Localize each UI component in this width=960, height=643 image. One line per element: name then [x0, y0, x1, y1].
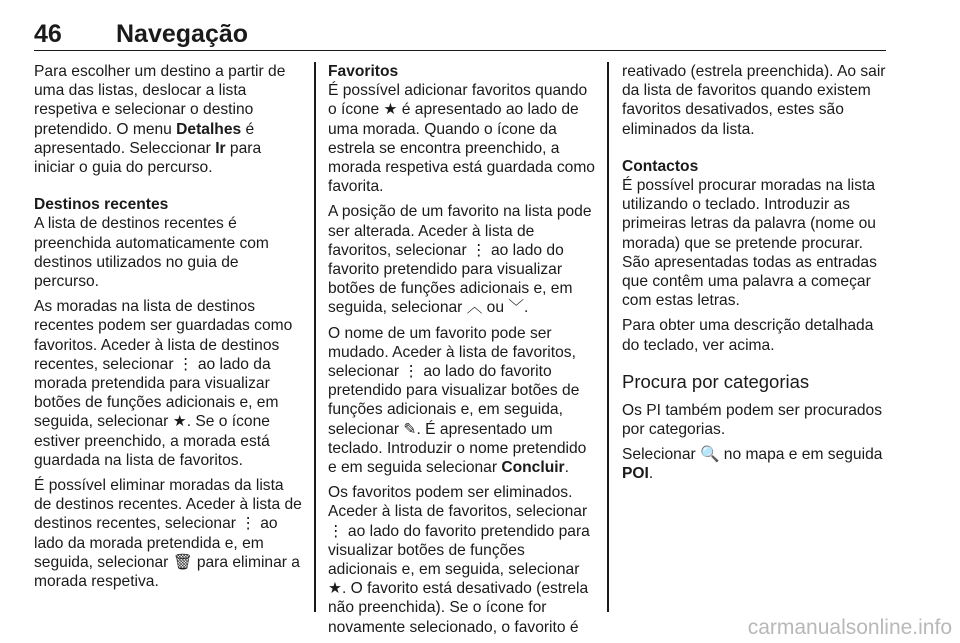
trash-icon: 🗑 — [172, 553, 193, 571]
column-2 — [328, 62, 598, 643]
watermark: carmanualsonline.info — [747, 616, 952, 639]
recent-destinations-heading: Destinos recentes — [34, 196, 169, 214]
details-menu-label: Detalhes — [176, 120, 242, 138]
more-options-icon: ⋮ — [177, 355, 194, 373]
search-icon: 🔍 — [700, 446, 720, 464]
paragraph: É possível adicionar favoritos quando o ícone ★ é apresentado ao lado de uma morada. Quando o ícone da estrela se encontra preenchido, a morada respetiva está guardada como favorita. — [328, 82, 595, 196]
contacts-heading: Contactos — [622, 157, 699, 175]
column-1 — [34, 62, 304, 597]
column-divider — [314, 62, 316, 612]
column-3 — [622, 62, 888, 490]
category-search-heading: Procura por categorias — [622, 370, 810, 392]
more-options-icon: ⋮ — [240, 515, 256, 533]
paragraph: A posição de um favorito na lista pode ser alterada. Aceder à lista de favoritos, selecionar ⋮ ao lado do favorito pretendido para visualizar botões de funções adicionais e, em seguida, selecionar ︿ ou ﹀. — [328, 203, 592, 317]
paragraph: Selecionar 🔍 no mapa e em seguida POI. — [622, 446, 883, 483]
star-icon: ★ — [172, 413, 187, 431]
chevron-down-icon: ﹀ — [508, 299, 524, 317]
paragraph: reativado (estrela preenchida). Ao sair da lista de favoritos quando existem favoritos desativados, estes são eliminados da lista. — [622, 63, 886, 138]
favorites-heading: Favoritos — [328, 63, 399, 80]
paragraph: Os PI também podem ser procurados por categorias. — [622, 401, 883, 439]
intro-paragraph: Para escolher um destino a partir de uma das listas, deslocar a lista respetiva e selecionar o destino pretendido. O menu Detalhes é apresentado. Seleccionar Ir para iniciar o guia do percurso. — [34, 63, 286, 177]
paragraph: É possível eliminar moradas da lista de destinos recentes. Aceder à lista de destinos recentes, selecionar ⋮ ao lado da morada pretendida e, em seguida, selecionar 🗑 para eliminar a morada respetiva. — [34, 477, 302, 591]
page-header — [34, 16, 886, 51]
star-icon: ★ — [383, 101, 398, 119]
paragraph: O nome de um favorito pode ser mudado. Aceder à lista de favoritos, selecionar ⋮ ao lado do favorito pretendido para visualizar botões de funções adicionais e, em seguida, selecionar ✎. É apresentado um teclado. Introduzir o nome pretendido e em seguida selecionar Concluir. — [328, 324, 587, 477]
star-icon: ★ — [328, 580, 342, 598]
column-divider — [607, 62, 609, 612]
more-options-icon: ⋮ — [403, 363, 420, 381]
paragraph: Os favoritos podem ser eliminados. Aceder à lista de favoritos, selecionar ⋮ ao lado do favorito pretendido para visualizar botões de funções adicionais e, em seguida, selecionar ★. O favorito está desativado (estrela não preenchida). Se o ícone for novamente selecionado, o favorito é — [328, 484, 590, 636]
poi-label: POI — [622, 465, 649, 483]
paragraph: Para obter uma descrição detalhada do teclado, ver acima. — [622, 317, 874, 354]
more-options-icon: ⋮ — [471, 241, 487, 259]
go-label: Ir — [215, 139, 226, 157]
pencil-icon: ✎ — [403, 420, 417, 438]
chapter-title: Navegação — [116, 20, 249, 48]
paragraph: É possível procurar moradas na lista utilizando o teclado. Introduzir as primeiras letras da palavra (nome ou morada) que se pretende procurar. São apresentadas todas as entradas que contêm uma palavra a começar com estas letras. — [622, 177, 877, 310]
done-label: Concluir — [501, 459, 565, 477]
chevron-up-icon: ︿ — [466, 299, 483, 317]
paragraph: A lista de destinos recentes é preenchida automaticamente com destinos utilizados no guia de percurso. — [34, 215, 269, 291]
more-options-icon: ⋮ — [328, 522, 344, 540]
paragraph: As moradas na lista de destinos recentes podem ser guardadas como favoritos. Aceder à lista de destinos recentes, selecionar ⋮ ao lado da morada pretendida para visualizar botões de funções adicionais e, em seguida, selecionar ★. Se o ícone estiver preenchido, a morada está guardada na lista de favoritos. — [34, 298, 293, 469]
page-number: 46 — [34, 20, 62, 48]
